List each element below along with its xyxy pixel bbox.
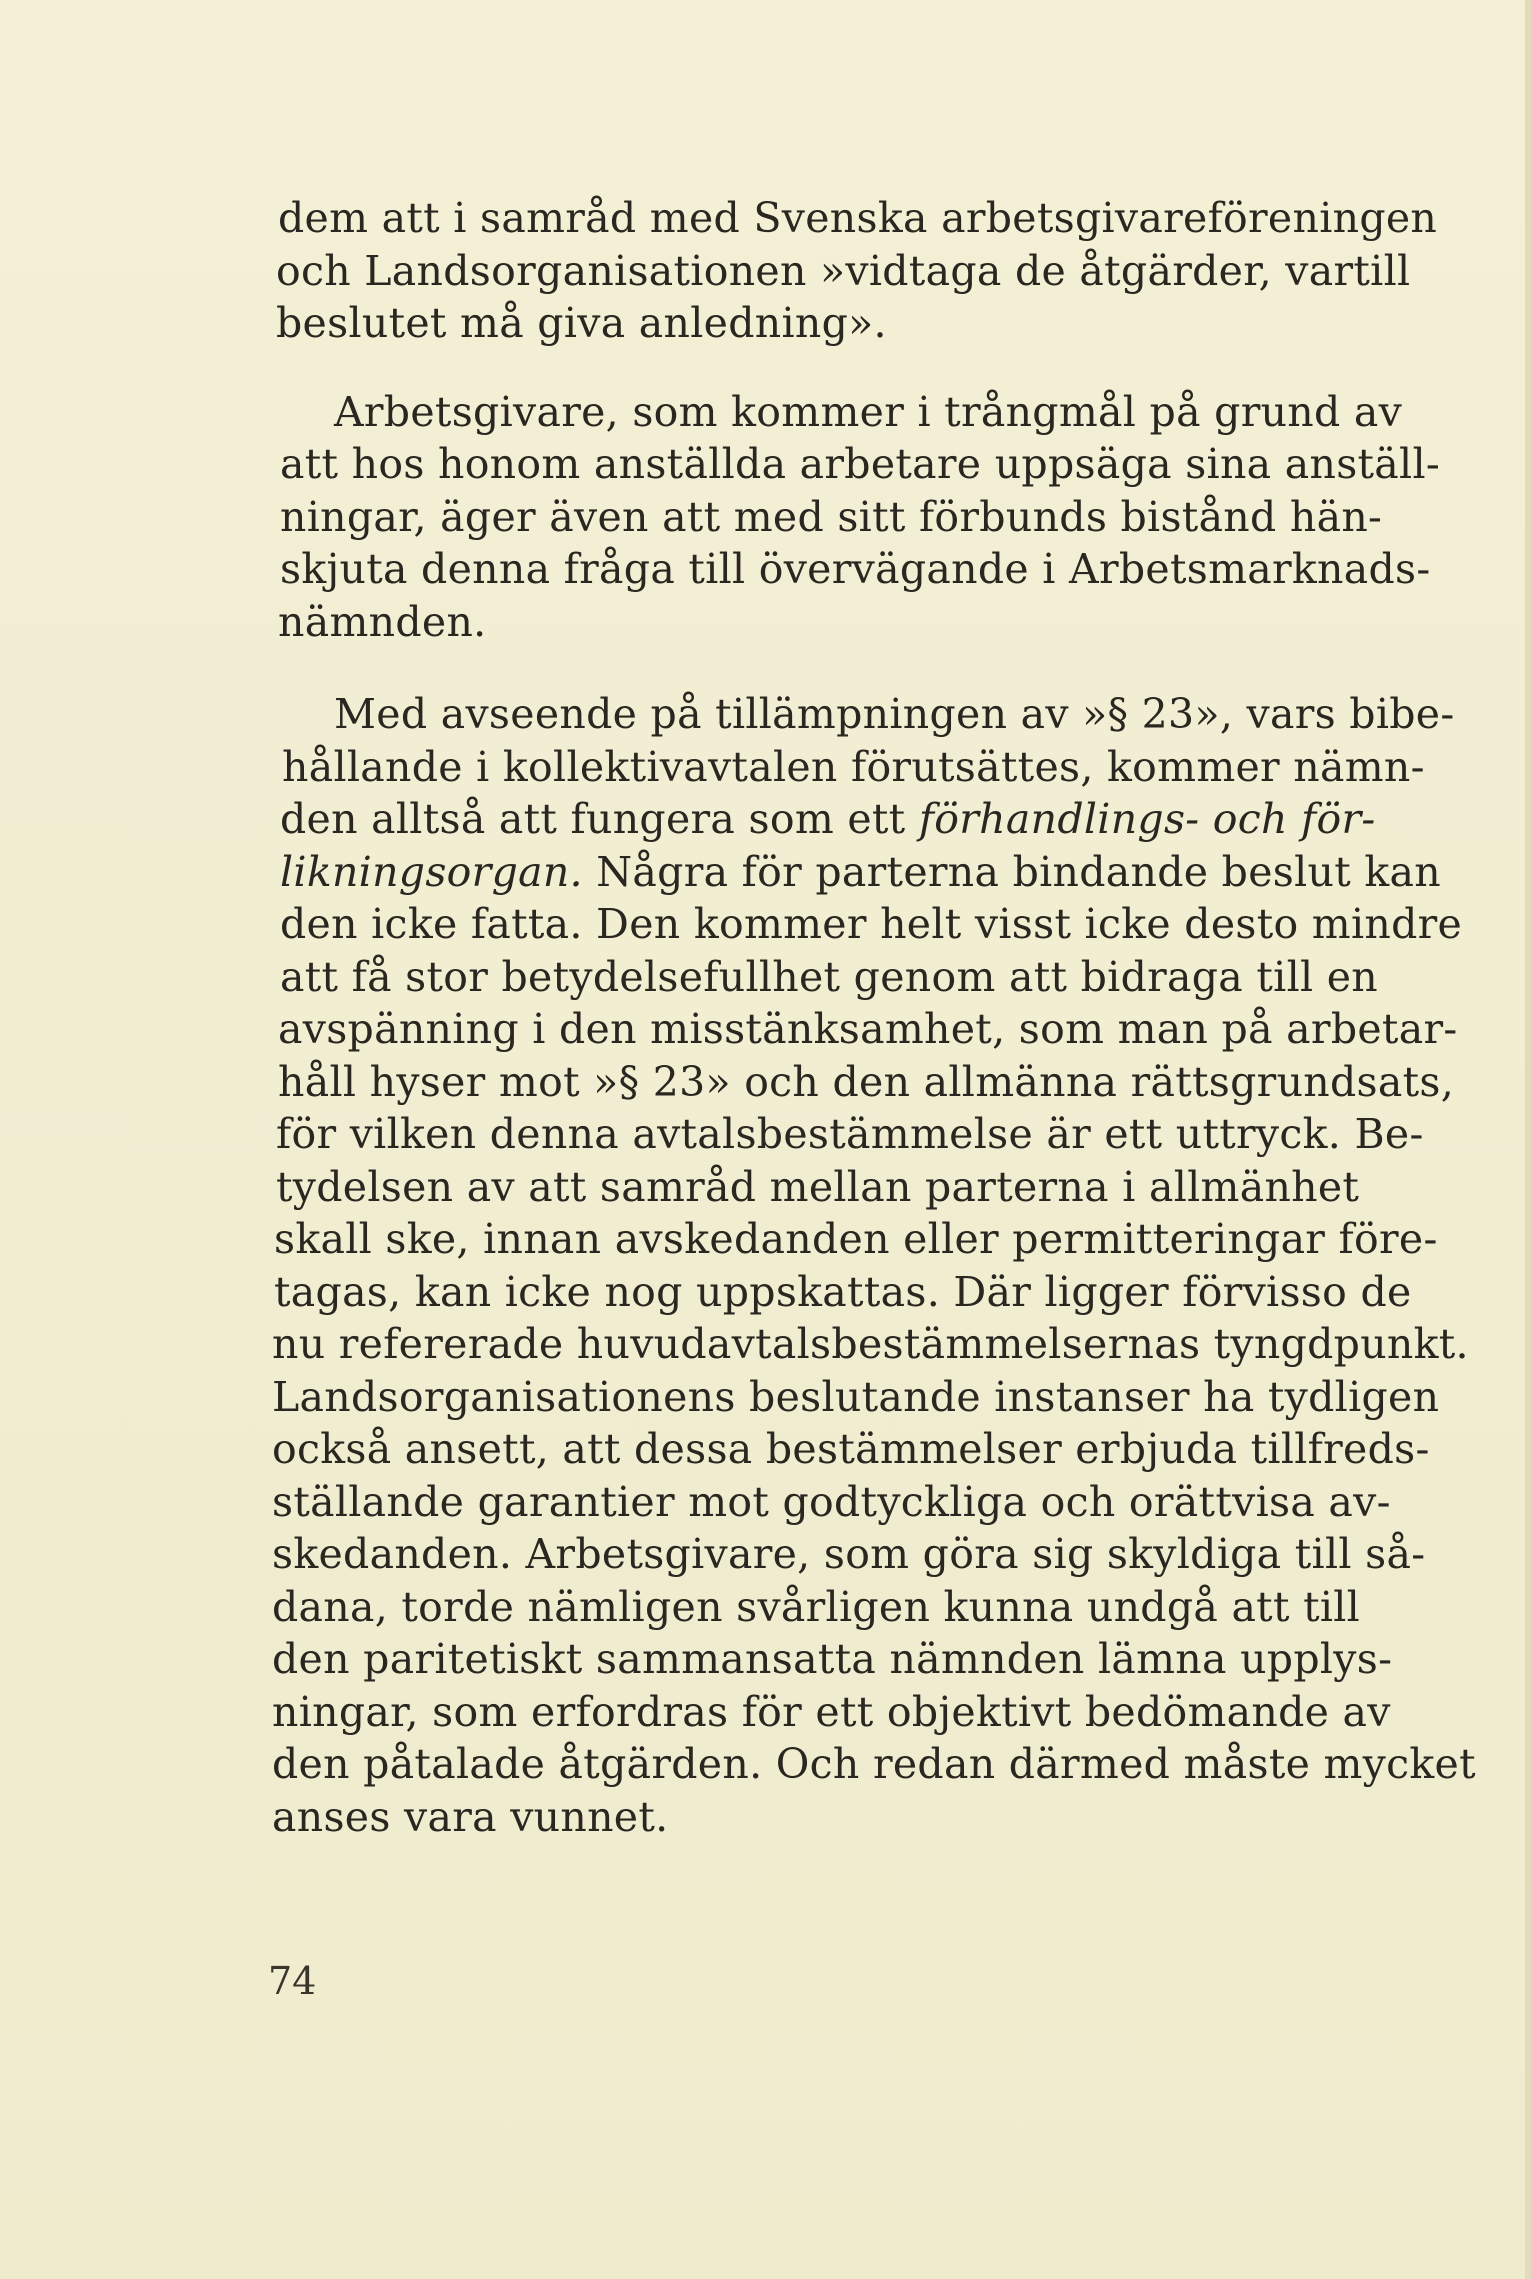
text-line: Arbetsgivare, som kommer i trångmål på grund av [334,387,1403,436]
text-line: den påtalade åtgärden. Och redan därmed måste mycket [272,1740,1476,1788]
text-line: ningar, som erfordras för ett objektivt bedömande av [272,1687,1391,1736]
text-line: och Landsorganisationen »vidtaga de åtgärder, vartill [276,246,1411,295]
text-line: skjuta denna fråga till övervägande i Arbetsmarknads- [280,545,1431,593]
text-line: att hos honom anställda arbetare uppsäga sina anställ- [280,440,1441,488]
page-number: 74 [268,1959,317,2003]
text-line: också ansett, att dessa bestämmelser erbjuda tillfreds- [272,1425,1430,1473]
text-line: ställande garantier mot godtyckliga och orättvisa av- [272,1477,1391,1526]
text-run: den alltså att fungera som ett [280,795,906,843]
text-run: Några för parterna bindande beslut kan [582,847,1441,896]
text-line: dem att i samråd med Svenska arbetsgivareföreningen [278,194,1438,242]
text-line: dana, torde nämligen svårligen kunna undgå att till [272,1582,1361,1631]
text-line: skall ske, innan avskedanden eller permitteringar före- [274,1215,1438,1263]
italic-term: förhandlings- och för- [918,795,1376,843]
text-line: den icke fatta. Den kommer helt visst icke desto mindre [280,900,1463,948]
text-line: den paritetiskt sammansatta nämnden lämna upplys- [272,1635,1393,1683]
text-line: hållande i kollektivavtalen förutsättes, kommer nämn- [282,742,1425,791]
page-edge [1525,0,1531,2279]
text-line: skedanden. Arbetsgivare, som göra sig skyldiga till så- [272,1530,1426,1578]
text-line: beslutet må giva anledning». [276,299,887,347]
text-line: ningar, äger även att med sitt förbunds bistånd hän- [280,492,1383,541]
text-line: tydelsen av att samråd mellan parterna i allmänhet [276,1162,1360,1211]
text-line: nämnden. [278,597,487,646]
text-line: att få stor betydelsefullhet genom att bidraga till en [280,952,1378,1001]
text-line: Landsorganisationens beslutande instanser ha tydligen [272,1372,1440,1421]
text-line: för vilken denna avtalsbestämmelse är ett uttryck. Be- [276,1110,1424,1158]
text-line: tagas, kan icke nog uppskattas. Där ligger förvisso de [274,1267,1412,1316]
body-text [272,192,1476,1843]
text-line: håll hyser mot »§ 23» och den allmänna rättsgrundsats, [278,1057,1455,1106]
text-line [272,846,1441,899]
text-line: nu refererade huvudavtalsbestämmelsernas tyngdpunkt. [272,1320,1469,1368]
text-line: Med avseende på tillämpningen av »§ 23», vars bibe- [334,690,1455,738]
text-line [272,793,1376,846]
text-line: anses vara vunnet. [272,1792,669,1841]
text-line: avspänning i den misstänksamhet, som man på arbetar- [278,1005,1458,1053]
italic-term: likningsorgan. [280,847,583,896]
